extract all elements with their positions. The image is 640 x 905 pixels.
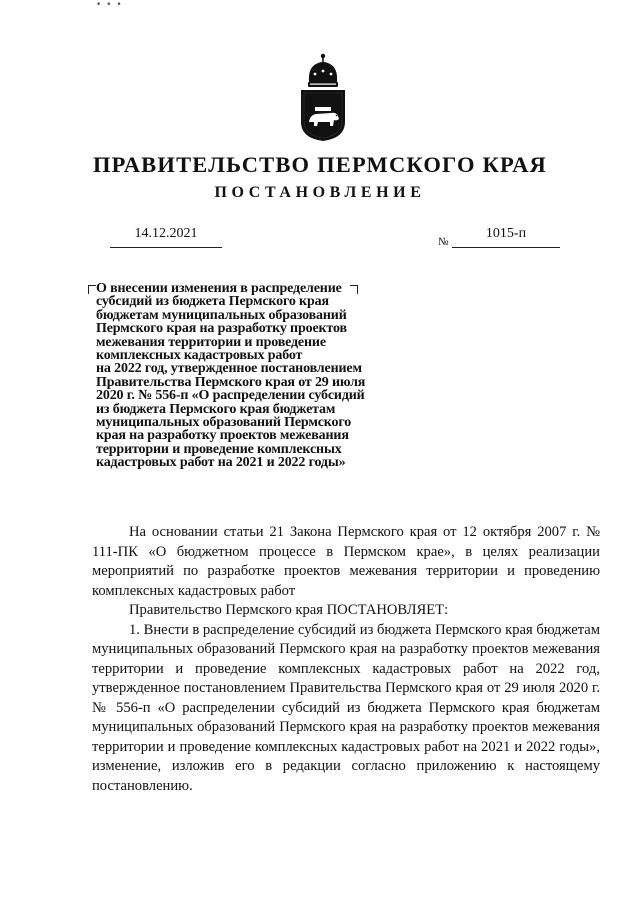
document-body: [92, 523, 600, 796]
heading-line: субсидий из бюджета Пермского края: [96, 294, 329, 310]
heading-line: бюджетам муниципальных образований: [96, 307, 347, 323]
heading-line: Правительства Пермского края от 29 июля: [96, 374, 366, 390]
document-date-field: [110, 225, 222, 248]
heading-line: на 2022 год, утвержденное постановлением: [96, 361, 362, 377]
heading-line: из бюджета Пермского края бюджетам: [96, 401, 336, 417]
heading-line: межевания территории и проведение: [96, 334, 326, 350]
number-underline: [452, 246, 560, 248]
document-heading: [96, 282, 416, 470]
body-paragraph-item-1: 1. Внести в распределение субсидий из бюджета Пермского края бюджетам муниципальных образований Пермского края на разработку проектов межевания территории и проведение комплексных кадастровых работ на 2022 год, утвержденное постановлением Правительства Пермского края от 29 июля 2020 г. № 556-п «О распределении субсидий из бюджета Пермского края бюджетам муниципальных образований Пермского края на разработку проектов межевания территории и проведение комплексных кадастровых работ на 2021 и 2022 годы», изменение, изложив его в редакции согласно приложению к настоящему постановлению.: [92, 621, 600, 794]
heading-line: муниципальных образований Пермского: [96, 415, 352, 431]
number-sign: №: [438, 236, 449, 248]
coat-of-arms-icon: [298, 52, 348, 142]
heading-line: Пермского края на разработку проектов: [96, 321, 347, 337]
heading-line: комплексных кадастровых работ: [96, 348, 303, 364]
heading-line: О внесении изменения в распределение: [96, 281, 342, 296]
heading-line: 2020 г. № 556-п «О распределении субсидий: [96, 388, 365, 404]
government-title: ПРАВИТЕЛЬСТВО ПЕРМСКОГО КРАЯ: [92, 152, 548, 177]
body-paragraph-basis: На основании статьи 21 Закона Пермского края от 12 октября 2007 г. № 111-ПК «О бюджетном процессе в Пермском крае», в целях реализации мероприятий по разработке проектов межевания территории и проведению комплексных кадастровых работ: [92, 524, 600, 599]
heading-line: края на разработку проектов межевания: [96, 428, 349, 444]
date-underline: [110, 246, 222, 248]
document-date: 14.12.2021: [134, 226, 198, 241]
heading-line: кадастровых работ на 2021 и 2022 годы»: [96, 455, 346, 471]
corner-mark: • • •: [96, 0, 123, 10]
document-number: 1015-п: [485, 226, 527, 241]
document-number-field: [452, 225, 560, 248]
document-type: ПОСТАНОВЛЕНИЕ: [214, 184, 426, 201]
body-paragraph-resolves: Правительство Пермского края ПОСТАНОВЛЯЕТ:: [129, 602, 449, 618]
heading-corner-left: [88, 285, 96, 294]
heading-line: территории и проведение комплексных: [96, 441, 342, 457]
